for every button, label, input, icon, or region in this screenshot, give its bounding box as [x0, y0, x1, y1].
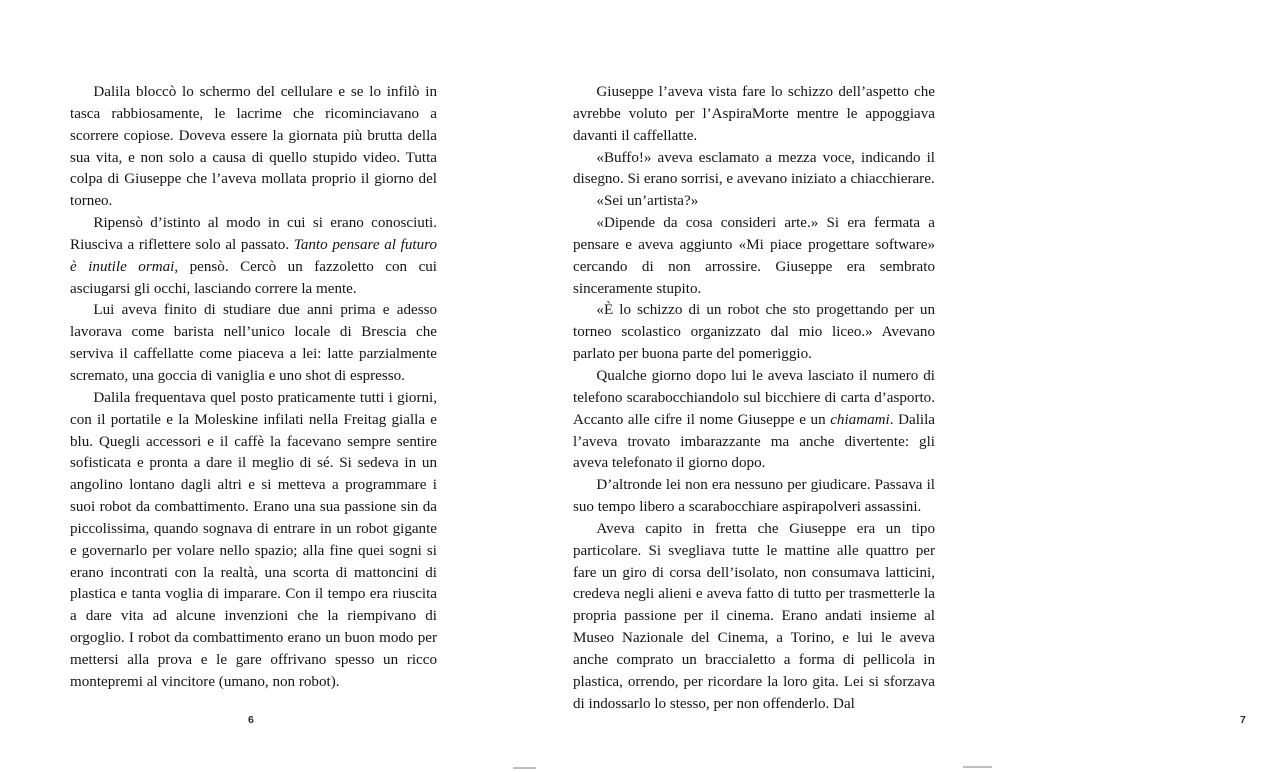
page-right-folio: 7	[1239, 714, 1247, 726]
paragraph	[573, 300, 935, 366]
emphasis-run: chiamami	[830, 411, 890, 428]
emphasis-run: Tanto pensare al futuro è inutile ormai	[70, 236, 437, 275]
bottom-edge-mark-center	[513, 767, 536, 769]
text-run: Dalila bloccò lo schermo del cellulare e se lo infilò in tasca rabbiosamente, le lacrime che ricominciavano a scorrere copiose. Doveva essere la giornata più brutta della sua vita, e non solo a causa di quello stupido video. Tutta colpa di Giuseppe che l’aveva mollata proprio il giorno del torneo.	[70, 84, 437, 210]
page-left	[0, 0, 500, 772]
paragraph	[70, 388, 437, 694]
paragraph	[573, 213, 935, 300]
text-run: . Dalila l’aveva trovato imbarazzante ma anche divertente: gli aveva telefonato il giorno dopo.	[573, 411, 935, 472]
text-run: «Buffo!» aveva esclamato a mezza voce, indicando il disegno. Si erano sorrisi, e avevano iniziato a chiacchierare.	[573, 149, 935, 188]
page-left-text-column	[70, 82, 437, 694]
paragraph	[573, 366, 935, 475]
paragraph	[573, 148, 935, 192]
text-run: Dalila frequentava quel posto praticamente tutti i giorni, con il portatile e la Moleskine infilati nella Freitag gialla e blu. Quegli accessori e il caffè la facevano sempre sentire sofisticata e pronta a dare il meglio di sé. Si sedeva in un angolino lontano dagli altri e si metteva a programmare i suoi robot da combattimento. Erano una sua passione sin da piccolissima, quando sognava di entrare in un robot gigante e governarlo per volare nello spazio; alla fine quei sogni si erano incontrati con la realtà, una scorta di mattoncini di plastica e tanta voglia di imparare. Con il tempo era riuscita a dare vita ad alcune invenzioni che la riempivano di orgoglio. I robot da combattimento erano un buon modo per mettersi alla prova e le gare offrivano spesso un ricco montepremi al vincitore (umano, non robot).	[70, 389, 437, 690]
page-left-folio: 6	[247, 714, 255, 726]
text-run: Giuseppe l’aveva vista fare lo schizzo dell’aspetto che avrebbe voluto per l’AspiraMorte mentre le appoggiava davanti il caffellatte.	[573, 84, 935, 144]
text-run: Ripensò d’istinto al modo in cui si erano conosciuti. Riusciva a riflettere solo al passato.	[70, 215, 437, 253]
paragraph	[70, 213, 437, 300]
paragraph	[573, 475, 935, 519]
page-right	[500, 0, 1247, 772]
paragraph	[573, 82, 935, 148]
paragraph	[70, 82, 437, 213]
paragraph	[70, 300, 437, 387]
bottom-edge-mark-right	[963, 766, 992, 768]
text-run: Aveva capito in fretta che Giuseppe era un tipo particolare. Si svegliava tutte le mattine alle quattro per fare un giro di corsa dell’isolato, non consumava latticini, credeva negli alieni e aveva fatto di tutto per trasmetterle la propria passione per il cinema. Erano andati insieme al Museo Nazionale del Cinema, a Torino, e lui le aveva anche comprato un braccialetto a forma di pellicola in plastica, orrendo, per ricordare la loro gita. Lei si sforzava di indossarlo lo stesso, per non offenderlo. Dal	[573, 520, 935, 712]
text-run: «È lo schizzo di un robot che sto progettando per un torneo scolastico organizzato dal mio liceo.» Avevano parlato per buona parte del pomeriggio.	[573, 302, 935, 363]
text-run: , pensò. Cercò un fazzoletto con cui asciugarsi gli occhi, lasciando correre la mente.	[70, 258, 438, 297]
paragraph	[573, 191, 935, 213]
text-run: Qualche giorno dopo lui le aveva lasciato il numero di telefono scarabocchiandolo sul bicchiere di carta d’asporto. Accanto alle cifre il nome Giuseppe e un	[573, 367, 935, 428]
text-run: D’altronde lei non era nessuno per giudicare. Passava il suo tempo libero a scarabocchiare aspirapolveri assassini.	[573, 477, 935, 516]
page-right-text-column	[573, 82, 935, 715]
text-run: «Dipende da cosa consideri arte.» Si era fermata a pensare e aveva aggiunto «Mi piace progettare software» cercando di non arrossire. Giuseppe era sembrato sinceramente stupito.	[573, 215, 935, 297]
text-run: Lui aveva finito di studiare due anni prima e adesso lavorava come barista nell’unico locale di Brescia che serviva il caffellatte come piaceva a lei: latte parzialmente scremato, una goccia di vaniglia e uno shot di espresso.	[70, 302, 437, 384]
text-run: «Sei un’artista?»	[596, 193, 699, 210]
paragraph	[573, 519, 935, 716]
